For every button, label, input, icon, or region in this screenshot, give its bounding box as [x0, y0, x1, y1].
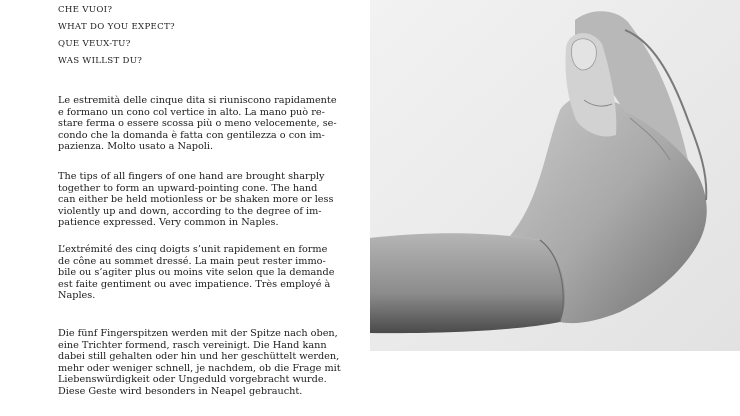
hand-gesture-illustration [370, 0, 740, 351]
paragraph-line: stare ferma o essere scossa più o meno velocemente, se- [58, 118, 337, 130]
paragraph-line: Naples. [58, 290, 96, 302]
paragraph-line: bile ou s’agiter plus ou moins vite selon que la demande [58, 267, 335, 279]
paragraph-line: violently up and down, according to the degree of im- [58, 205, 322, 217]
paragraph-line: e formano un cono col vertice in alto. La mano può re- [58, 106, 325, 118]
title-italian: CHE VUOI? [58, 5, 113, 15]
paragraph-line: patience expressed. Very common in Naples. [58, 217, 279, 229]
paragraph-italian [58, 95, 358, 153]
paragraph-line: est faite gentiment ou avec impatience. Très employé à [58, 278, 331, 290]
paragraph-line: Le estremità delle cinque dita si riuniscono rapidamente [58, 95, 337, 106]
paragraph-line: together to form an upward-pointing cone. The hand [58, 182, 318, 194]
title-german: WAS WILLST DU? [58, 56, 143, 66]
paragraph-line: de cône au sommet dressé. La main peut rester immo- [58, 255, 326, 267]
paragraph-french [58, 244, 358, 302]
hand-gesture-photo [370, 0, 740, 351]
title-english: WHAT DO YOU EXPECT? [58, 22, 175, 32]
paragraph-line: The tips of all fingers of one hand are brought sharply [58, 171, 325, 182]
paragraph-line: mehr oder weniger schnell, je nachdem, ob die Frage mit [58, 362, 341, 374]
gesture-titles [58, 2, 358, 70]
paragraph-line: Die fünf Fingerspitzen werden mit der Spitze nach oben, [58, 328, 338, 339]
paragraph-line: L’extrémité des cinq doigts s’unit rapidement en forme [58, 244, 328, 255]
paragraph-german [58, 328, 358, 398]
paragraph-line: eine Trichter formend, rasch vereinigt. Die Hand kann [58, 339, 327, 351]
paragraph-line: condo che la domanda è fatta con gentilezza o con im- [58, 129, 325, 141]
paragraph-line: dabei still gehalten oder hin und her geschüttelt werden, [58, 351, 340, 363]
title-french: QUE VEUX-TU? [58, 39, 131, 49]
paragraph-line: can either be held motionless or be shaken more or less [58, 194, 334, 206]
paragraph-line: Diese Geste wird besonders in Neapel gebraucht. [58, 385, 303, 397]
paragraph-line: pazienza. Molto usato a Napoli. [58, 141, 214, 153]
paragraph-english [58, 171, 358, 229]
paragraph-line: Liebenswürdigkeit oder Ungeduld vorgebracht wurde. [58, 374, 327, 386]
